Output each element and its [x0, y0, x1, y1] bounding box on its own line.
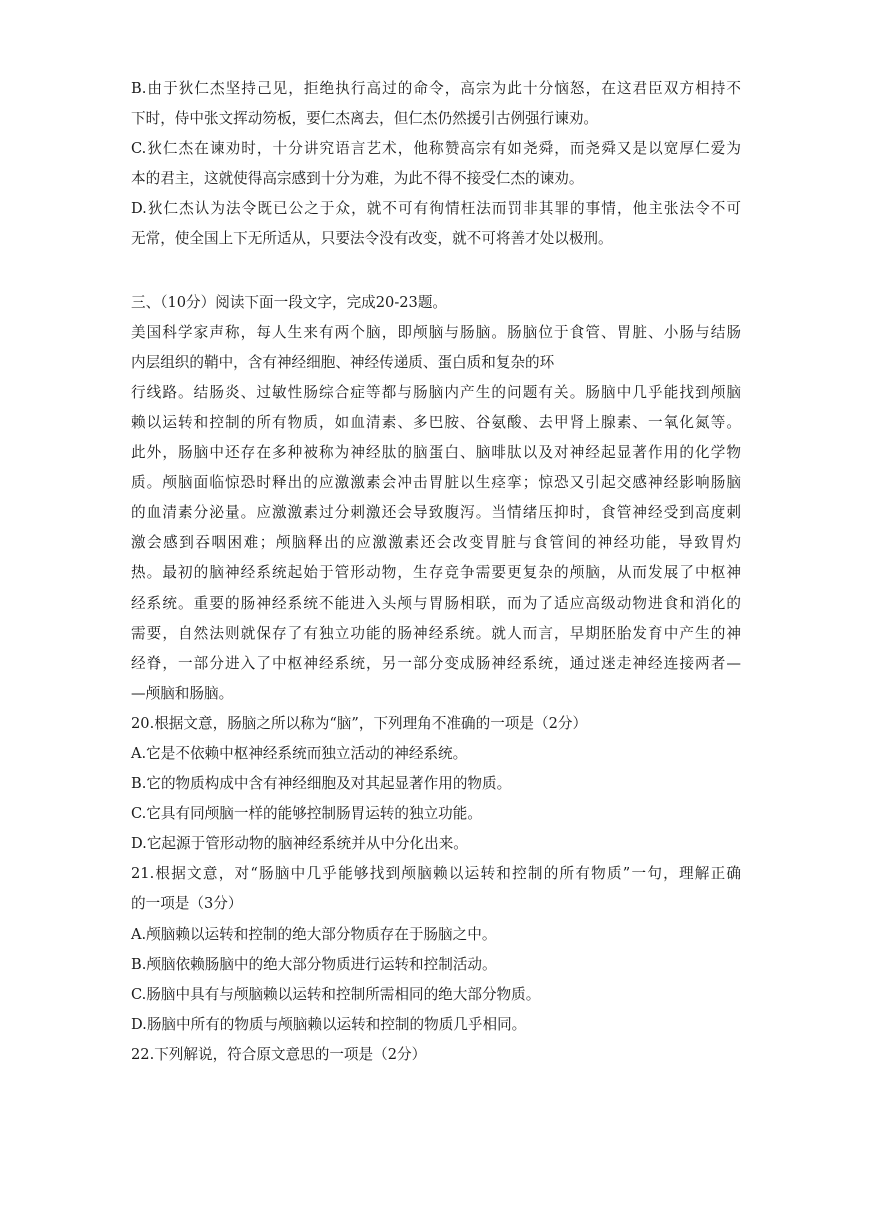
- question-20-option-d: D.它起源于管形动物的脑神经系统并从中分化出来。: [131, 835, 468, 853]
- option-b-line-1: B.由于狄仁杰坚持己见，拒绝执行高过的命令，高宗为此十分恼怒，在这君臣双方相持不: [131, 80, 741, 97]
- passage-line: —颅脑和肠脑。: [131, 684, 234, 702]
- passage-line: 内层组织的鞘中，含有神经细胞、神经传递质、蛋白质和复杂的环: [131, 353, 555, 371]
- passage-line: 的血清素分泌量。应激激素过分刺激还会导致腹泻。当情绪压抑时，食管神经受到高度刺: [131, 504, 741, 522]
- passage-line: 激会感到吞咽困难；颅脑释出的应激激素还会改变胃脏与食管间的神经功能，导致胃灼: [131, 534, 741, 552]
- option-b-line-2: 下时，侍中张文挥动笏板，要仁杰离去，但仁杰仍然援引古例强行谏劝。: [131, 110, 599, 128]
- question-21-stem-line-2: 的一项是（3分）: [131, 895, 243, 913]
- question-20: [131, 709, 741, 859]
- question-21: [131, 859, 741, 1040]
- passage-line: 赖以运转和控制的所有物质，如血清素、多巴胺、谷氨酸、去甲肾上腺素、一氧化氮等。: [131, 413, 741, 431]
- passage-line: 经系统。重要的肠神经系统不能进入头颅与胃肠相联，而为了适应高级动物进食和消化的: [131, 594, 741, 612]
- option-d-line-2: 无常，使全国上下无所适从，只要法令没有改变，就不可将善才处以极刑。: [131, 230, 613, 248]
- passage-line: 此外，肠脑中还存在多种被称为神经肽的脑蛋白、脑啡肽以及对神经起显著作用的化学物: [131, 444, 741, 462]
- option-d-line-1: D.狄仁杰认为法令既已公之于众，就不可有徇情枉法而罚非其罪的事情，他主张法令不可: [131, 200, 741, 218]
- passage-line: 美国科学家声称，每人生来有两个脑，即颅脑与肠脑。肠脑位于食管、胃脏、小肠与结肠: [131, 323, 741, 341]
- question-20-option-a: A.它是不依赖中枢神经系统而独立活动的神经系统。: [131, 744, 468, 762]
- passage-line: 需要，自然法则就保存了有独立功能的肠神经系统。就人而言，早期胚胎发育中产生的神: [131, 624, 741, 642]
- question-21-option-c: C.肠脑中具有与颅脑赖以运转和控制所需相同的绝大部分物质。: [131, 985, 541, 1003]
- passage-line: 行线路。结肠炎、过敏性肠综合症等都与肠脑内产生的问题有关。肠脑中几乎能找到颅脑: [131, 383, 741, 401]
- option-c-line-1: C.狄仁杰在谏劝时，十分讲究语言艺术，他称赞高宗有如尧舜，而尧舜又是以宽厚仁爱为: [131, 140, 741, 158]
- question-22-stem: 22.下列解说，符合原文意思的一项是（2分）: [131, 1045, 427, 1063]
- question-22: [131, 1040, 741, 1070]
- passage-line: 热。最初的脑神经系统起始于管形动物，生存竞争需要更复杂的颅脑，从而发展了中枢神: [131, 564, 741, 582]
- reading-passage: [131, 318, 741, 709]
- section-gap: [131, 255, 741, 288]
- prev-question-options: [131, 74, 741, 255]
- question-20-stem: 20.根据文意，肠脑之所以称为“脑”，下列理角不准确的一项是（2分）: [131, 714, 588, 732]
- question-20-option-c: C.它具有同颅脑一样的能够控制肠胃运转的独立功能。: [131, 805, 482, 823]
- question-21-stem-line-1: 21.根据文意，对“肠脑中几乎能够找到颅脑赖以运转和控制的所有物质”一句，理解正确: [131, 865, 741, 883]
- question-21-option-b: B.颅脑依赖肠脑中的绝大部分物质进行运转和控制活动。: [131, 955, 497, 973]
- passage-line: 质。颅脑面临惊恐时释出的应激激素会冲击胃脏以生痉挛；惊恐又引起交感神经影响肠脑: [131, 474, 741, 492]
- document-page: [131, 74, 741, 1070]
- question-21-option-d: D.肠脑中所有的物质与颅脑赖以运转和控制的物质几乎相同。: [131, 1015, 527, 1033]
- question-20-option-b: B.它的物质构成中含有神经细胞及对其起显著作用的物质。: [131, 775, 512, 793]
- question-21-option-a: A.颅脑赖以运转和控制的绝大部分物质存在于肠脑之中。: [131, 925, 497, 943]
- passage-line: 经脊，一部分进入了中枢神经系统，另一部分变成肠神经系统，通过迷走神经连接两者—: [131, 654, 741, 672]
- option-c-line-2: 本的君主，这就使得高宗感到十分为难，为此不得不接受仁杰的谏劝。: [131, 170, 584, 188]
- section-heading: 三、（10分）阅读下面一段文字，完成20-23题。: [131, 293, 448, 311]
